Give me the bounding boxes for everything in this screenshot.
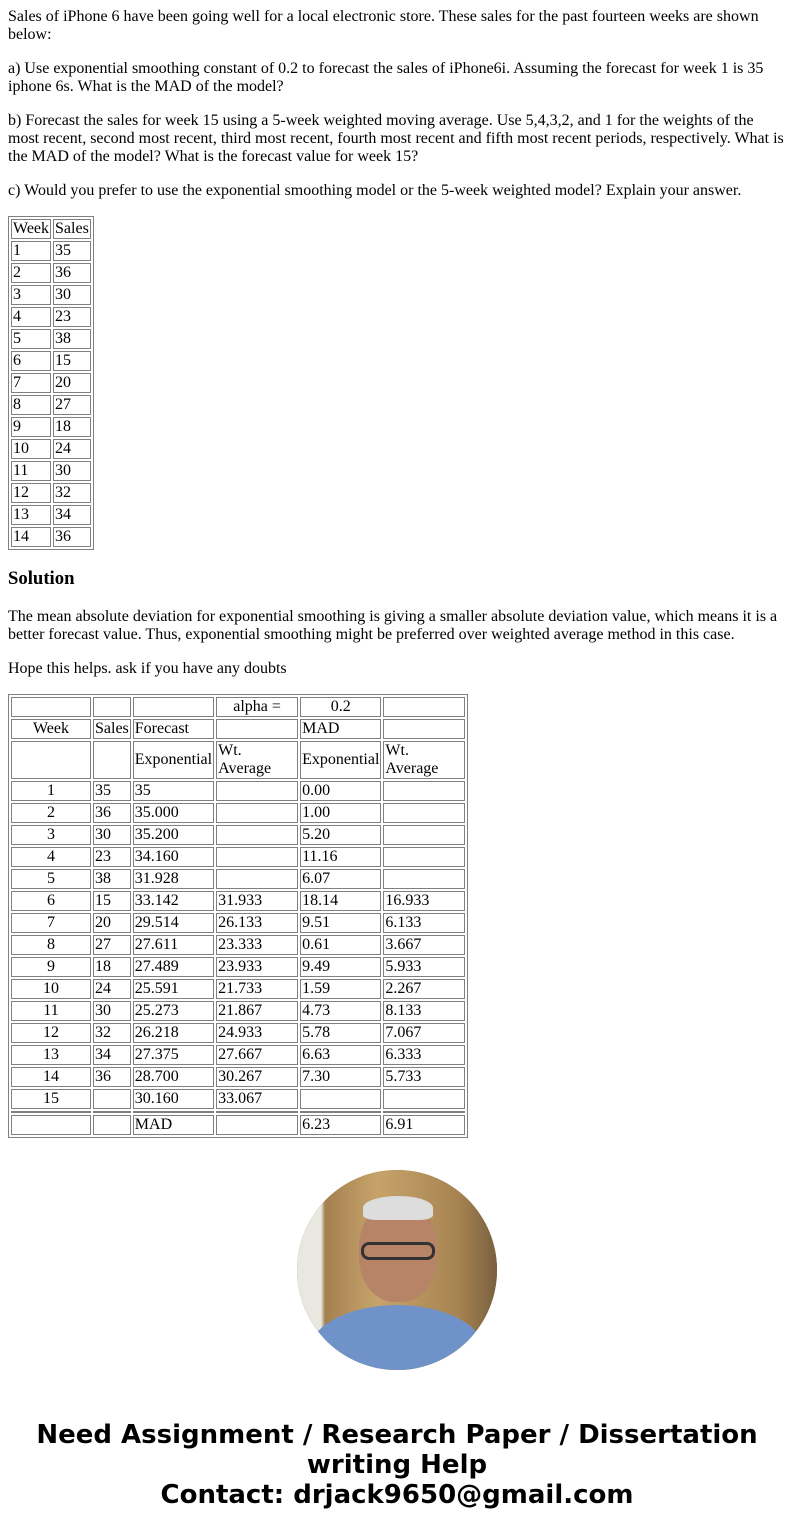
table-cell: 13 xyxy=(11,1045,91,1065)
footer-contact: Contact: drjack9650@gmail.com xyxy=(160,1480,634,1510)
solution-text: The mean absolute deviation for exponential smoothing is giving a smaller absolute deviation value, which means it is a better forecast value. Thus, exponential smoothing might be preferred over weighted average method in this case. xyxy=(8,608,778,643)
table-row xyxy=(11,891,465,911)
table-cell: 2 xyxy=(11,803,91,823)
table-cell: 6.23 xyxy=(300,1115,381,1135)
table-cell: 3 xyxy=(11,825,91,845)
solution-note: Hope this helps. ask if you have any doubts xyxy=(8,660,287,677)
table-cell: 25.591 xyxy=(133,979,214,999)
table-cell xyxy=(93,1111,131,1113)
table-cell: 1 xyxy=(11,781,91,801)
table-row xyxy=(11,1023,465,1043)
table-cell: Week xyxy=(11,719,91,739)
table-cell: 1 xyxy=(11,241,51,261)
table-cell: 6 xyxy=(11,891,91,911)
table-cell: 34.160 xyxy=(133,847,214,867)
table-cell: 21.867 xyxy=(216,1001,298,1021)
table-row xyxy=(11,803,465,823)
table-cell: 27.375 xyxy=(133,1045,214,1065)
table-cell: Sales xyxy=(95,720,129,737)
table-cell: 8 xyxy=(11,395,51,415)
table-cell: 11.16 xyxy=(300,847,381,867)
table-cell: 24.933 xyxy=(216,1023,298,1043)
table-cell xyxy=(216,847,298,867)
table-cell: 12 xyxy=(11,1023,91,1043)
table-cell: 14 xyxy=(11,1067,91,1087)
table-row xyxy=(11,373,91,393)
table-cell: 9 xyxy=(11,417,51,437)
table-mad-row xyxy=(11,1115,465,1135)
table-row xyxy=(11,825,465,845)
table-cell: 23 xyxy=(93,847,131,867)
table-divider-row xyxy=(11,1111,465,1113)
table-header-row xyxy=(11,697,465,717)
table-row xyxy=(11,1067,465,1087)
table-cell xyxy=(300,1111,381,1113)
table-cell: 7.067 xyxy=(383,1023,465,1043)
table-cell: 36 xyxy=(93,803,131,823)
table-cell: 31.933 xyxy=(216,891,298,911)
table-cell: 8.133 xyxy=(383,1001,465,1021)
table-cell xyxy=(216,719,298,739)
table-row xyxy=(11,285,91,305)
table-row xyxy=(11,351,91,371)
table-row xyxy=(11,439,91,459)
table-cell: 26.218 xyxy=(133,1023,214,1043)
table-cell xyxy=(11,1115,91,1135)
table-cell: 35.000 xyxy=(133,803,214,823)
table-cell: Sales xyxy=(55,220,89,237)
table-cell: 27 xyxy=(53,395,91,415)
author-avatar xyxy=(297,1170,497,1370)
table-cell: Week xyxy=(13,220,50,237)
table-row xyxy=(11,329,91,349)
table-cell: 34 xyxy=(93,1045,131,1065)
table-row xyxy=(11,1089,465,1109)
table-row xyxy=(11,781,465,801)
table-cell: 23.933 xyxy=(216,957,298,977)
table-cell xyxy=(383,1089,465,1109)
question-part-c: c) Would you prefer to use the exponential smoothing model or the 5-week weighted model? Explain your answer. xyxy=(8,182,742,199)
table-cell: 27.667 xyxy=(216,1045,298,1065)
table-cell: 6.07 xyxy=(300,869,381,889)
table-cell: 2 xyxy=(11,263,51,283)
table-cell xyxy=(383,825,465,845)
table-cell: 5.78 xyxy=(300,1023,381,1043)
table-row xyxy=(11,979,465,999)
table-cell: 28.700 xyxy=(133,1067,214,1087)
table-cell: 8 xyxy=(11,935,91,955)
table-cell: Exponential xyxy=(133,741,214,779)
table-cell xyxy=(216,1111,298,1113)
table-cell: 15 xyxy=(93,891,131,911)
table-cell: Wt. Average xyxy=(216,741,298,779)
table-cell xyxy=(383,1111,465,1113)
table-cell: 1.59 xyxy=(300,979,381,999)
table-header-row xyxy=(11,741,465,779)
table-cell: 5.933 xyxy=(383,957,465,977)
table-cell xyxy=(216,869,298,889)
table-cell: 30 xyxy=(53,285,91,305)
table-cell: 27.489 xyxy=(133,957,214,977)
table-cell xyxy=(383,719,465,739)
table-header-row xyxy=(11,719,465,739)
table-cell: 25.273 xyxy=(133,1001,214,1021)
table-cell: 10 xyxy=(11,979,91,999)
table-cell xyxy=(133,697,214,717)
table-cell: Forecast xyxy=(133,719,214,739)
table-cell: Exponential xyxy=(300,741,381,779)
question-intro: Sales of iPhone 6 have been going well for a local electronic store. These sales for the past fourteen weeks are shown below: xyxy=(8,8,759,43)
table-cell: 29.514 xyxy=(133,913,214,933)
table-cell: 13 xyxy=(11,505,51,525)
table-cell: 36 xyxy=(93,1067,131,1087)
table-cell: 23.333 xyxy=(216,935,298,955)
table-cell xyxy=(216,1115,298,1135)
table-cell: 15 xyxy=(11,1089,91,1109)
footer-banner xyxy=(8,1420,786,1510)
table-cell: 5 xyxy=(11,869,91,889)
table-cell: 11 xyxy=(11,1001,91,1021)
table-cell: 35 xyxy=(133,781,214,801)
table-row xyxy=(11,847,465,867)
table-cell: 4 xyxy=(11,307,51,327)
table-cell: 5.733 xyxy=(383,1067,465,1087)
table-cell: 32 xyxy=(93,1023,131,1043)
table-row xyxy=(11,957,465,977)
table-cell xyxy=(216,825,298,845)
table-cell: 7 xyxy=(11,913,91,933)
table-cell: 18.14 xyxy=(300,891,381,911)
table-row xyxy=(11,461,91,481)
table-cell: MAD xyxy=(300,719,381,739)
table-cell: 11 xyxy=(11,461,51,481)
table-cell: 14 xyxy=(11,527,51,547)
table-cell: 38 xyxy=(93,869,131,889)
table-cell: 30 xyxy=(53,461,91,481)
table-cell: 27.611 xyxy=(133,935,214,955)
table-cell: 21.733 xyxy=(216,979,298,999)
table-cell: 6.133 xyxy=(383,913,465,933)
table-row xyxy=(11,913,465,933)
table-cell xyxy=(216,781,298,801)
table-cell xyxy=(133,1111,214,1113)
table-cell: 10 xyxy=(11,439,51,459)
table-cell: 36 xyxy=(53,527,91,547)
table-cell: 3.667 xyxy=(383,935,465,955)
table-cell: 9.49 xyxy=(300,957,381,977)
table-cell: 36 xyxy=(53,263,91,283)
table-cell: 35 xyxy=(53,241,91,261)
table-cell xyxy=(383,781,465,801)
table-cell: 20 xyxy=(93,913,131,933)
table-row xyxy=(11,483,91,503)
table-cell: 24 xyxy=(93,979,131,999)
table-row xyxy=(11,307,91,327)
table-cell: 27 xyxy=(93,935,131,955)
table-cell xyxy=(216,803,298,823)
table-cell: 20 xyxy=(53,373,91,393)
table-cell: 6 xyxy=(11,351,51,371)
solution-heading: Solution xyxy=(8,568,75,589)
table-cell: 0.00 xyxy=(300,781,381,801)
table-row xyxy=(11,935,465,955)
table-cell xyxy=(93,697,131,717)
question-part-b: b) Forecast the sales for week 15 using a 5-week weighted moving average. Use 5,4,3,2, and 1 for the weights of the most recent, second most recent, third most recent, fourth most recent and fifth most recent periods, respectively. What is the MAD of the model? What is the forecast value for week 15? xyxy=(8,112,784,165)
table-cell: 9.51 xyxy=(300,913,381,933)
table-cell: 30.267 xyxy=(216,1067,298,1087)
table-row xyxy=(11,505,91,525)
table-cell: 31.928 xyxy=(133,869,214,889)
table-cell: 5 xyxy=(11,329,51,349)
table-cell: Wt. Average xyxy=(383,741,465,779)
table-row xyxy=(11,869,465,889)
table-cell: 9 xyxy=(11,957,91,977)
table-cell: alpha = xyxy=(216,697,298,717)
table-cell: 12 xyxy=(11,483,51,503)
table-cell: 18 xyxy=(53,417,91,437)
table-cell: 7 xyxy=(11,373,51,393)
table-cell xyxy=(383,697,465,717)
table-cell xyxy=(383,803,465,823)
table-cell xyxy=(93,1089,131,1109)
table-cell: 18 xyxy=(93,957,131,977)
table-cell: 0.2 xyxy=(300,697,381,717)
table-cell: 16.933 xyxy=(383,891,465,911)
table-cell: 38 xyxy=(53,329,91,349)
table-cell: 15 xyxy=(53,351,91,371)
table-row xyxy=(11,1045,465,1065)
table-cell: 2.267 xyxy=(383,979,465,999)
table-cell: 7.30 xyxy=(300,1067,381,1087)
table-cell xyxy=(93,1115,131,1135)
table-cell xyxy=(11,741,91,779)
table-header-row xyxy=(11,219,91,239)
table-cell xyxy=(11,1111,91,1113)
table-cell: 30.160 xyxy=(133,1089,214,1109)
footer-help-text: Need Assignment / Research Paper / Dissertation writing Help xyxy=(36,1420,758,1480)
table-cell: 3 xyxy=(11,285,51,305)
table-row xyxy=(11,417,91,437)
table-cell: 4 xyxy=(11,847,91,867)
table-cell: 33.142 xyxy=(133,891,214,911)
table-cell: 1.00 xyxy=(300,803,381,823)
table-cell xyxy=(383,869,465,889)
table-cell xyxy=(11,697,91,717)
table-cell: 26.133 xyxy=(216,913,298,933)
table-row xyxy=(11,395,91,415)
table-cell: 33.067 xyxy=(216,1089,298,1109)
table-row xyxy=(11,241,91,261)
table-cell: 5.20 xyxy=(300,825,381,845)
table-cell xyxy=(93,741,131,779)
table-cell: 0.61 xyxy=(300,935,381,955)
table-cell: 6.333 xyxy=(383,1045,465,1065)
table-cell: MAD xyxy=(133,1115,214,1135)
question-part-a: a) Use exponential smoothing constant of 0.2 to forecast the sales of iPhone6i. Assuming the forecast for week 1 is 35 iphone 6s. What is the MAD of the model? xyxy=(8,60,764,95)
forecast-results-table xyxy=(8,694,468,1138)
table-cell: 35 xyxy=(93,781,131,801)
table-cell: 6.63 xyxy=(300,1045,381,1065)
table-cell: 24 xyxy=(53,439,91,459)
table-row xyxy=(11,263,91,283)
table-cell: 4.73 xyxy=(300,1001,381,1021)
sales-table xyxy=(8,216,94,550)
table-cell: 30 xyxy=(93,825,131,845)
table-cell xyxy=(383,847,465,867)
table-cell: 23 xyxy=(53,307,91,327)
table-cell: 34 xyxy=(53,505,91,525)
table-cell: 35.200 xyxy=(133,825,214,845)
table-cell: 30 xyxy=(93,1001,131,1021)
table-cell: 32 xyxy=(53,483,91,503)
table-cell xyxy=(300,1089,381,1109)
table-row xyxy=(11,527,91,547)
table-cell: 6.91 xyxy=(383,1115,465,1135)
table-row xyxy=(11,1001,465,1021)
